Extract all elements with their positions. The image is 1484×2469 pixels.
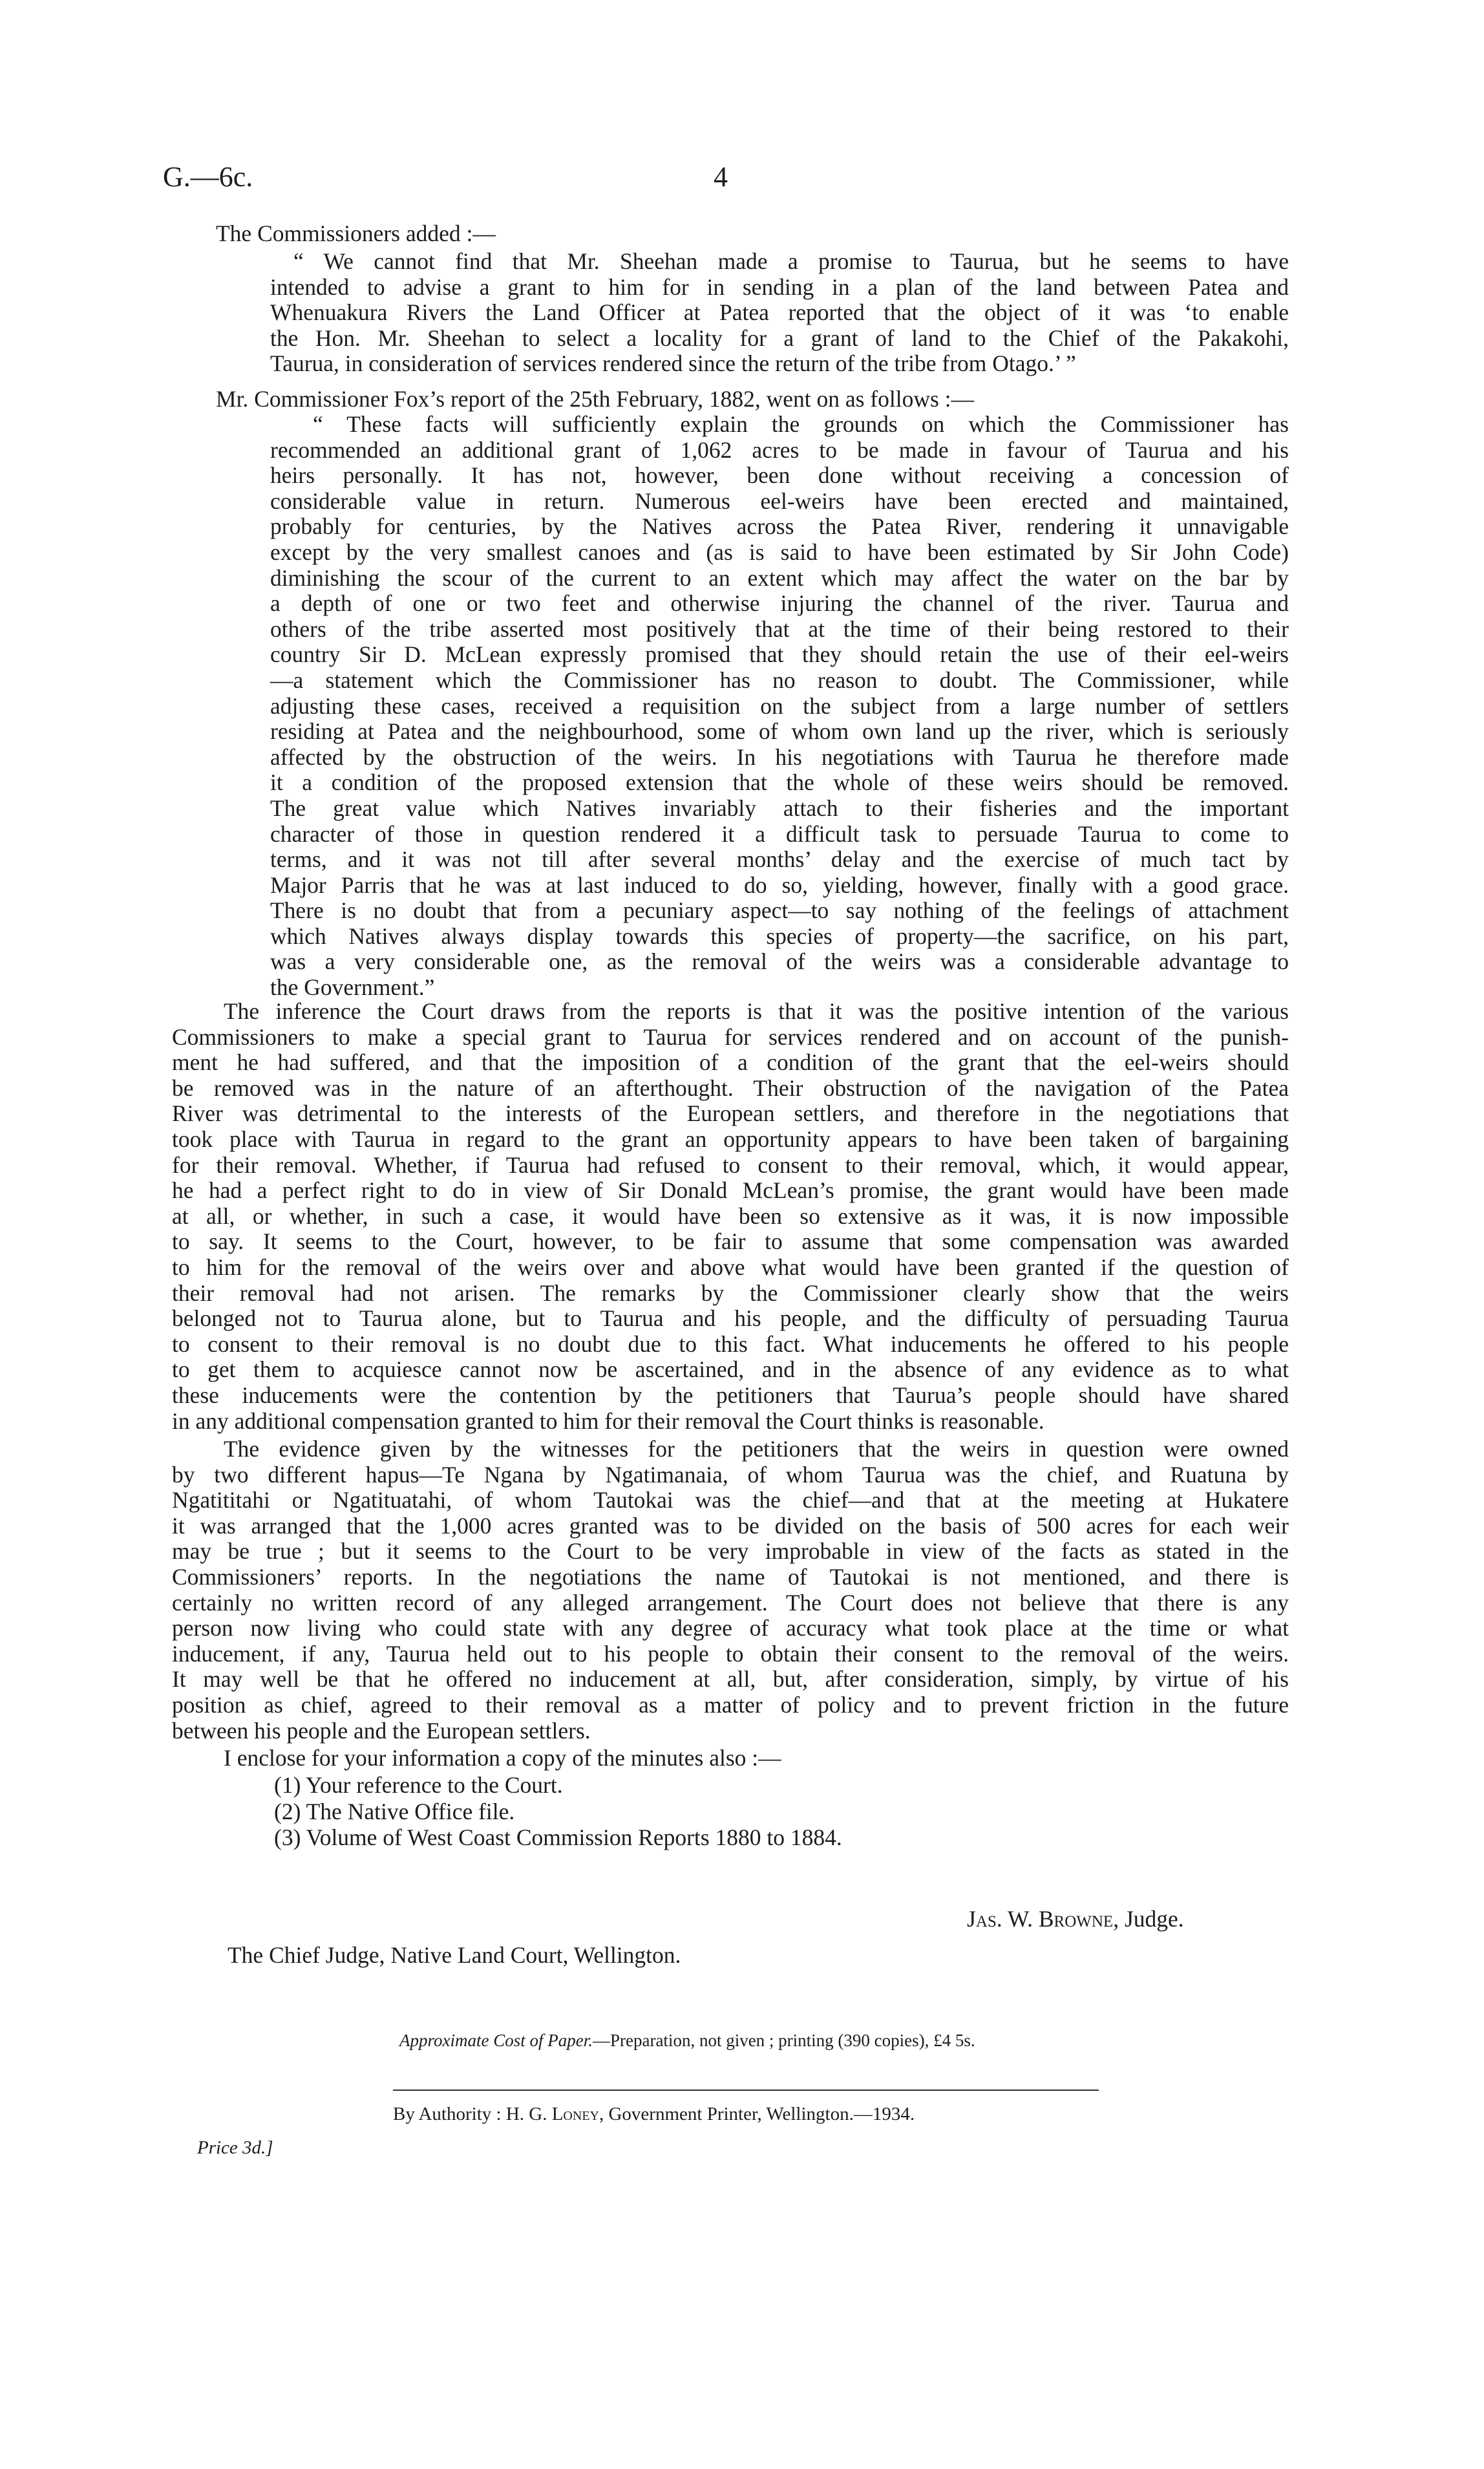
price: Price 3d.] [197, 2137, 273, 2158]
text-line: he had a perfect right to do in view of Sir Donald McLean’s promise, the grant would have been made [172, 1177, 1289, 1204]
text-line: for their removal. Whether, if Taurua had refused to consent to their removal, which, it would appear, [172, 1151, 1289, 1178]
text-line: by two different hapus—Te Ngana by Ngatimanaia, of whom Taurua was the chief, and Ruatuna by [172, 1461, 1289, 1488]
printer-name: Loney [551, 2104, 599, 2124]
text-line: which Natives always display towards this species of property—the sacrifice, on his part, [270, 923, 1289, 949]
cost-label: Approximate Cost of Paper. [399, 2031, 593, 2050]
cost-of-paper [399, 2031, 975, 2051]
cost-text: —Preparation, not given ; printing (390 copies), £4 5s. [592, 2031, 975, 2050]
text-line: It may well be that he offered no inducement at all, but, after consideration, simply, by virtue of his [172, 1666, 1289, 1693]
text-line: The great value which Natives invariably attach to their fisheries and the important [270, 795, 1289, 821]
document-reference: G.—6c. [163, 161, 253, 193]
text-line: terms, and it was not till after several months’ delay and the exercise of much tact by [270, 846, 1289, 873]
text-line: certainly no written record of any alleged arrangement. The Court does not believe that there is any [172, 1589, 1289, 1616]
quote-commissioners [270, 249, 1289, 377]
text-line: Commissioners to make a special grant to Taurua for services rendered and on account of the punish- [172, 1023, 1289, 1050]
text-line: (3) Volume of West Coast Commission Reports 1880 to 1884. [274, 1824, 842, 1850]
text-line: it was arranged that the 1,000 acres granted was to be divided on the basis of 500 acres for each weir [172, 1512, 1289, 1539]
paragraph-intro [216, 221, 862, 247]
text-line: (2) The Native Office file. [274, 1799, 515, 1824]
text-line: their removal had not arisen. The remarks by the Commissioner clearly show that the weirs [172, 1279, 1289, 1306]
text-line: (1) Your reference to the Court. [274, 1772, 563, 1798]
quote-fox-report [270, 412, 1289, 1001]
paragraph-fox-intro [216, 387, 1121, 412]
text-line: belonged not to Taurua alone, but to Taurua and his people, and the difficulty of persuading Taurua [172, 1305, 1289, 1332]
text-line: The inference the Court draws from the reports is that it was the positive intention of the various [224, 998, 1289, 1024]
paragraph-enclosure [224, 1746, 999, 1771]
text-line: except by the very smallest canoes and (as is said to have been estimated by Sir John Code) [270, 539, 1289, 565]
text-line: at all, or whether, in such a case, it would have been so extensive as it was, it is now impossible [172, 1202, 1289, 1229]
paragraph-evidence [172, 1437, 1289, 1744]
text-line: was a very considerable one, as the removal of the weirs was a considerable advantage to [270, 948, 1289, 975]
text-line: to say. It seems to the Court, however, to be fair to assume that some compensation was awarded [172, 1228, 1289, 1255]
printer-authority [393, 2104, 915, 2125]
text-line: Taurua, in consideration of services rendered since the return of the tribe from Otago.’ ” [270, 350, 1076, 377]
text-line: inducement, if any, Taurua held out to his people to obtain their consent to the removal of the weirs. [172, 1640, 1289, 1667]
text-line: heirs personally. It has not, however, been done without receiving a concession of [270, 462, 1289, 489]
text-line: Major Parris that he was at last induced to do so, yielding, however, finally with a good grace. [270, 871, 1289, 898]
text-line: probably for centuries, by the Natives across the Patea River, rendering it unnavigable [270, 513, 1289, 540]
text-line: character of those in question rendered it a difficult task to persuade Taurua to come to [270, 820, 1289, 847]
text-line: the Government.” [270, 974, 435, 1001]
authority-prefix: By Authority : H. G. [393, 2104, 552, 2124]
text-line: to get them to acquiesce cannot now be ascertained, and in the absence of any evidence as to what [172, 1356, 1289, 1383]
text-line: in any additional compensation granted to him for their removal the Court thinks is reasonable. [172, 1407, 1044, 1434]
text-line: ment he had suffered, and that the imposition of a condition of the grant that the eel-weirs should [172, 1049, 1289, 1076]
text-line: —a statement which the Commissioner has no reason to doubt. The Commissioner, while [270, 667, 1289, 693]
text-line: between his people and the European settlers. [172, 1717, 591, 1744]
text-line: intended to advise a grant to him for in sending in a plan of the land between Patea and [270, 273, 1289, 300]
text-line: “ We cannot find that Mr. Sheehan made a promise to Taurua, but he seems to have [293, 248, 1289, 274]
enclosure-item [274, 1799, 856, 1825]
text-line: There is no doubt that from a pecuniary aspect—to say nothing of the feelings of attachment [270, 897, 1289, 924]
text-line: adjusting these cases, received a requisition on the subject from a large number of settlers [270, 692, 1289, 719]
paragraph-court-inference [172, 999, 1289, 1434]
text-line: be removed was in the nature of an afterthought. Their obstruction of the navigation of the Patea [172, 1074, 1289, 1101]
text-line: Whenuakura Rivers the Land Officer at Patea reported that the object of it was ‘to enable [270, 299, 1289, 326]
text-line: recommended an additional grant of 1,062 acres to be made in favour of Taurua and his [270, 436, 1289, 463]
enclosure-item [274, 1773, 856, 1799]
text-line: it a condition of the proposed extension that the whole of these weirs should be removed. [270, 769, 1289, 796]
text-line: I enclose for your information a copy of the minutes also :— [224, 1745, 781, 1771]
judge-signature [967, 1905, 1184, 1932]
text-line: affected by the obstruction of the weirs. In his negotiations with Taurua he therefore made [270, 743, 1289, 770]
text-line: to him for the removal of the weirs over and above what would have been granted if the question of [172, 1254, 1289, 1280]
text-line: may be true ; but it seems to the Court to be very improbable in view of the facts as stated in the [172, 1538, 1289, 1565]
addressee: The Chief Judge, Native Land Court, Wellington. [228, 1942, 681, 1968]
text-line: “ These facts will sufficiently explain the grounds on which the Commissioner has [313, 411, 1289, 437]
text-line: Mr. Commissioner Fox’s report of the 25th February, 1882, went on as follows :— [216, 386, 975, 412]
text-line: these inducements were the contention by the petitioners that Taurua’s people should have shared [172, 1382, 1289, 1408]
text-line: country Sir D. McLean expressly promised that they should retain the use of their eel-weirs [270, 641, 1289, 668]
footer-divider [393, 2090, 1099, 2091]
text-line: The evidence given by the witnesses for the petitioners that the weirs in question were owned [224, 1436, 1289, 1462]
text-line: others of the tribe asserted most positively that at the time of their being restored to their [270, 615, 1289, 642]
text-line: Commissioners’ reports. In the negotiations the name of Tautokai is not mentioned, and there is [172, 1563, 1289, 1590]
judge-name: Jas. W. Browne [967, 1906, 1114, 1932]
text-line: took place with Taurua in regard to the grant an opportunity appears to have been taken of bargaining [172, 1126, 1289, 1152]
text-line: residing at Patea and the neighbourhood, some of whom own land up the river, which is seriously [270, 718, 1289, 745]
judge-title: , Judge. [1113, 1906, 1184, 1932]
text-line: Ngatititahi or Ngatituatahi, of whom Tautokai was the chief—and that at the meeting at Hukatere [172, 1487, 1289, 1513]
page-number: 4 [714, 161, 728, 193]
text-line: to consent to their removal is no doubt due to this fact. What inducements he offered to his people [172, 1331, 1289, 1357]
text-line: a depth of one or two feet and otherwise injuring the channel of the river. Taurua and [270, 590, 1289, 617]
text-line: diminishing the scour of the current to an extent which may affect the water on the bar by [270, 564, 1289, 591]
text-line: River was detrimental to the interests of the European settlers, and therefore in the negotiations that [172, 1100, 1289, 1127]
text-line: considerable value in return. Numerous eel-weirs have been erected and maintained, [270, 487, 1289, 514]
authority-suffix: , Government Printer, Wellington.—1934. [599, 2104, 915, 2124]
enclosure-item [274, 1825, 1050, 1851]
text-line: The Commissioners added :— [216, 220, 496, 246]
text-line: the Hon. Mr. Sheehan to select a locality for a grant of land to the Chief of the Pakakohi, [270, 325, 1289, 351]
text-line: position as chief, agreed to their removal as a matter of policy and to prevent friction in the future [172, 1691, 1289, 1718]
text-line: person now living who could state with any degree of accuracy what took place at the time or what [172, 1615, 1289, 1641]
